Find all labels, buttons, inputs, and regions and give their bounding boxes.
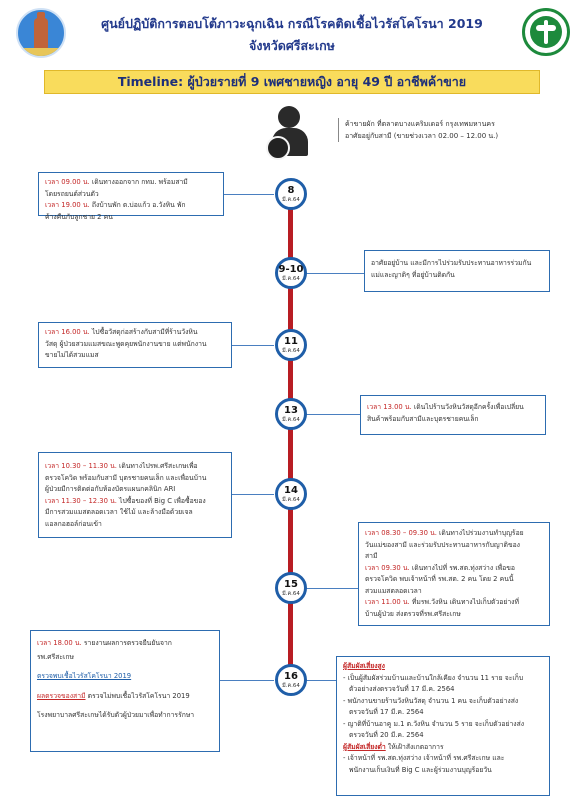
event-box-day11	[38, 322, 232, 368]
event-text: มีการสวมแมสตลอดเวลา ใช้ไม้ และล้างมือด้วยเจล	[45, 508, 193, 516]
event-box-day14	[38, 452, 232, 538]
event-time: เวลา 11.30 – 12.30 น.	[45, 496, 117, 505]
connector	[306, 273, 364, 274]
date-node	[275, 664, 307, 696]
date-month: มี.ค.64	[282, 197, 300, 203]
event-text: รพ.ศรีสะเกษ	[37, 652, 74, 661]
connector	[306, 588, 358, 589]
event-text: อาศัยอยู่บ้าน และมีการไปร่วมรับประทานอาหารร่วมกัน	[371, 259, 532, 267]
event-text: ที่มรพ.วังหิน เดินทางไปเก็บตัวอย่างที่	[409, 598, 519, 606]
date-month: มี.ค.64	[282, 683, 300, 689]
event-time: เวลา 13.00 น.	[367, 403, 412, 411]
connector	[306, 680, 336, 681]
event-time: เวลา 11.00 น.	[365, 598, 410, 606]
date-day: 15	[284, 579, 298, 590]
event-text: บ้านผู้ป่วย ส่งตรวจที่รพ.ศรีสะเกษ	[365, 609, 461, 618]
contact-text: - เจ้าหน้าที่ รพ.สต.ทุ่งสว่าง เจ้าหน้าที่ รพ.ศรีสะเกษ และ	[343, 754, 505, 762]
date-month: มี.ค.64	[282, 497, 300, 503]
event-text: ขายไม่ได้สวมแมส	[45, 351, 99, 359]
event-text: สินค้าพร้อมกับสามีและบุตรชายคนเล็ก	[367, 414, 479, 423]
event-box-day8	[38, 172, 224, 221]
timeline-banner: Timeline: ผู้ป่วยรายที่ 9 เพศชายหญิง อายุ 49 ปี อาชีพค้าขาย	[44, 70, 540, 94]
contact-text: ตรวจวันที่ 20 มี.ค. 2564	[349, 731, 424, 739]
low-risk-heading: ผู้สัมผัสเสี่ยงต่ำ	[343, 742, 386, 751]
ministry-of-public-health-logo	[522, 8, 570, 56]
event-box-day13	[360, 395, 546, 435]
connector	[232, 345, 274, 346]
date-day: 9-10	[278, 264, 304, 275]
header	[0, 0, 584, 64]
event-text: ค้างคืนกับลูกชาย 2 คน	[45, 212, 113, 221]
event-text: วันแม่ของสามี และร่วมรับประทานอาหารกับญาติของ	[365, 540, 520, 549]
contact-text: - พนักงานขายร้านวังหินวัสดุ จำนวน 1 คน จะเก็บตัวอย่างส่ง	[343, 696, 519, 705]
patient-icon	[262, 106, 318, 158]
connector	[306, 414, 360, 415]
event-text: ตรวจไม่พบเชื้อไวรัสโคโรนา 2019	[85, 691, 190, 700]
event-box-day16	[30, 630, 220, 752]
event-text: เดินทางออกจาก กทม. พร้อมสามี	[89, 178, 188, 186]
header-subtitle: จังหวัดศรีสะเกษ	[249, 38, 335, 53]
event-time: เวลา 19.00 น.	[45, 201, 90, 209]
event-box-day9-10	[364, 250, 550, 292]
date-node	[275, 398, 307, 430]
event-text: เดินไปร้านวังหินวัสดุอีกครั้งเพื่อเปลี่ยน	[411, 403, 524, 411]
spouse-result-label: ผลตรวจของสามี	[37, 691, 86, 700]
connector	[220, 680, 274, 681]
positive-result-link[interactable]: ตรวจพบเชื้อไวรัสโคโรนา 2019	[37, 672, 132, 680]
event-text: รายงานผลการตรวจยืนยันจาก	[81, 639, 172, 647]
event-text: ไปซื้อวัสดุก่อสร้างกับสามีที่ร้านวังหิน	[89, 328, 198, 336]
contact-text: ให้เฝ้าสังเกตอาการ	[385, 742, 444, 751]
event-text: ผู้ป่วยมีการติดต่อกับห้องบัตรแผนกคลินิก ARI	[45, 485, 176, 493]
event-time: เวลา 10.30 – 11.30 น.	[45, 462, 117, 470]
contact-text: พนักงานเก็บเงินที่ Big C และผู้ร่วมงานบุญร้อยวัน	[349, 765, 492, 774]
event-text: โรงพยาบาลศรีสะเกษได้รับตัวผู้ป่วยมาเพื่อทำการรักษา	[37, 711, 195, 719]
event-text: แอลกอฮอล์ก่อนเข้า	[45, 519, 102, 528]
connector	[232, 494, 274, 495]
date-month: มี.ค.64	[282, 276, 300, 282]
event-text: วัสดุ ผู้ป่วยสวมแมสขณะพูดคุยพนักงานขาย แต่พนักงาน	[45, 339, 207, 348]
event-text: ไปซื้อของที่ Big C เพื่อซื้อของ	[116, 496, 206, 505]
provincial-seal-logo	[16, 8, 66, 58]
date-month: มี.ค.64	[282, 348, 300, 354]
contact-text: - เป็นผู้สัมผัสร่วมบ้านและบ้านใกล้เคียง จำนวน 11 ราย จะเก็บ	[343, 673, 524, 682]
date-node	[275, 257, 307, 289]
event-text: ตรวจโควิด พบเจ้าหน้าที่ รพ.สต. 2 คน โดย 2 คนนี้	[365, 575, 514, 583]
event-text: สวมแมสตลอดเวลา	[365, 586, 422, 595]
date-node	[275, 478, 307, 510]
date-month: มี.ค.64	[282, 417, 300, 423]
date-day: 11	[284, 336, 298, 347]
event-text: เดินทางไปร่วมงานทำบุญร้อย	[436, 529, 524, 537]
event-text: ตรวจโควิด พร้อมกับสามี บุตรชายคนเล็ก และเพื่อนบ้าน	[45, 473, 207, 482]
date-month: มี.ค.64	[282, 591, 300, 597]
high-risk-heading: ผู้สัมผัสเสี่ยงสูง	[343, 662, 385, 670]
intro-line: อาศัยอยู่กับสามี (ขายช่วงเวลา 02.00 – 12.00 น.)	[345, 132, 499, 140]
event-time: เวลา 08.30 – 09.30 น.	[365, 529, 437, 537]
event-text: แม่และญาติๆ ที่อยู่บ้านติดกัน	[371, 270, 455, 279]
contact-text: ตรวจวันที่ 17 มี.ค. 2564	[349, 708, 424, 716]
connector	[224, 194, 274, 195]
event-text: เดินทางไปที่ รพ.สต.ทุ่งสว่าง เพื่อขอ	[409, 563, 515, 572]
event-time: เวลา 16.00 น.	[45, 328, 90, 336]
event-time: เวลา 18.00 น.	[37, 639, 82, 647]
event-text: เดินทางไปรพ.ศรีสะเกษเพื่อ	[116, 462, 198, 470]
event-text: ถึงบ้านพัก ต.บ่อแก้ว อ.วังหิน พัก	[89, 201, 186, 209]
intro-line: ค้าขายผัก ที่ตลาดบางแคริมเดอร์ กรุงเทพมหานคร	[345, 120, 495, 128]
contacts-box	[336, 656, 550, 796]
event-time: เวลา 09.30 น.	[365, 563, 410, 572]
event-time: เวลา 09.00 น.	[45, 178, 90, 186]
date-day: 14	[284, 485, 298, 496]
date-node	[275, 572, 307, 604]
header-title: ศูนย์ปฏิบัติการตอบโต้ภาวะฉุกเฉิน กรณีโรคติดเชื้อไวรัสโคโรนา 2019	[101, 16, 483, 31]
date-day: 16	[284, 671, 298, 682]
date-day: 8	[287, 185, 295, 196]
event-text: โดยรถยนต์ส่วนตัว	[45, 189, 99, 198]
patient-intro	[338, 118, 545, 142]
contact-text: ตัวอย่างส่งตรวจวันที่ 17 มี.ค. 2564	[349, 685, 455, 693]
contact-text: - ญาติที่บ้านอาคู ม.1 ต.วังหิน จำนวน 5 ราย จะเก็บตัวอย่างส่ง	[343, 719, 525, 728]
event-box-day15	[358, 522, 550, 626]
date-day: 13	[284, 405, 298, 416]
date-node	[275, 329, 307, 361]
event-text: สามี	[365, 552, 378, 560]
date-node	[275, 178, 307, 210]
